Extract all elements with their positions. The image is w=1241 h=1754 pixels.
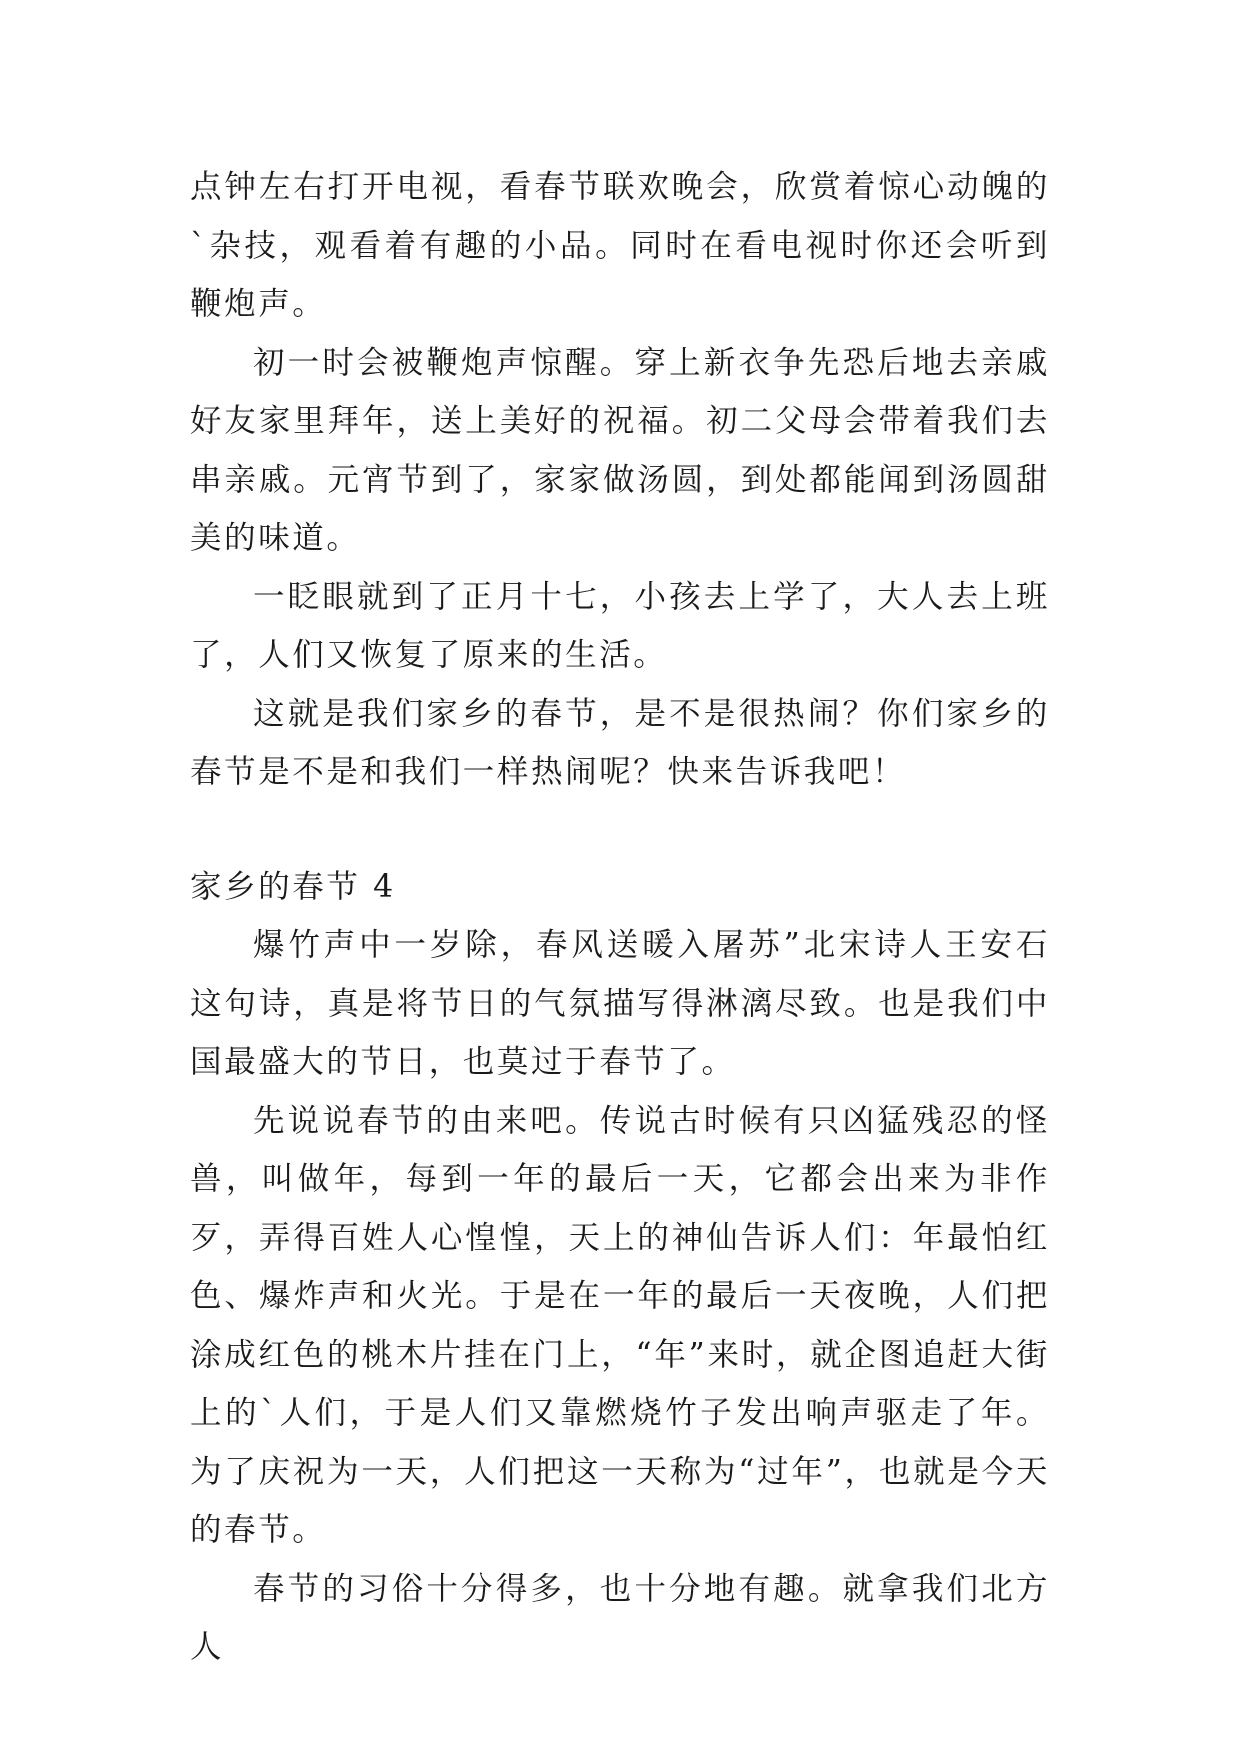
document-body (190, 158, 1050, 1677)
paragraph-origin-legend: 先说说春节的由来吧。传说古时候有只凶猛残忍的怪兽，叫做年，每到一年的最后一天，它都会出来为非作歹，弄得百姓人心惶惶，天上的神仙告诉人们：年最怕红色、爆炸声和火光。于是在一年的最后一天夜晚，人们把涂成红色的桃木片挂在门上，“年”来时，就企图追赶大街上的`人们，于是人们又靠燃烧竹子发出响声驱走了年。为了庆祝为一天，人们把这一天称为“过年”，也就是今天的春节。 (190, 1102, 1050, 1548)
paragraph-poem-intro: 爆竹声中一岁除，春风送暖入屠苏”北宋诗人王安石这句诗，真是将节日的气氛描写得淋漓尽致。也是我们中国最盛大的节日，也莫过于春节了。 (190, 927, 1050, 1080)
paragraph-continued: 点钟左右打开电视，看春节联欢晚会，欣赏着惊心动魄的`杂技，观看着有趣的小品。同时在看电视时你还会听到鞭炮声。 (190, 169, 1050, 322)
section-heading: 家乡的春节 4 (190, 868, 396, 905)
paragraph-back-to-normal: 一眨眼就到了正月十七，小孩去上学了，大人去上班了，人们又恢复了原来的生活。 (190, 578, 1050, 673)
paragraph-conclusion: 这就是我们家乡的春节，是不是很热闹？你们家乡的春节是不是和我们一样热闹呢？快来告诉我吧！ (190, 695, 1050, 790)
paragraph-new-year-day: 初一时会被鞭炮声惊醒。穿上新衣争先恐后地去亲戚好友家里拜年，送上美好的祝福。初二父母会带着我们去串亲戚。元宵节到了，家家做汤圆，到处都能闻到汤圆甜美的味道。 (190, 344, 1050, 556)
paragraph-customs: 春节的习俗十分得多，也十分地有趣。就拿我们北方人 (190, 1570, 1050, 1665)
